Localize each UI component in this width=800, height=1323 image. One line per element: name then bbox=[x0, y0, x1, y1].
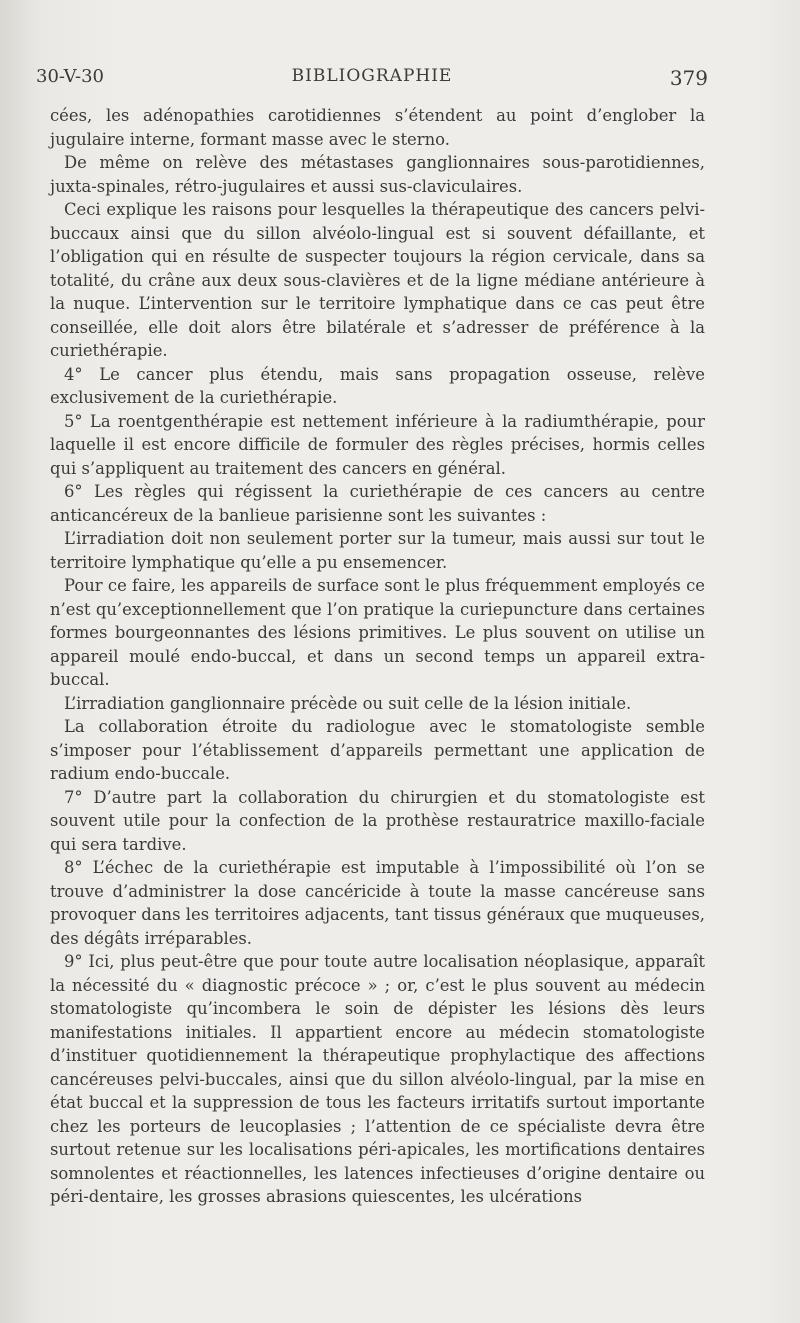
running-header bbox=[36, 66, 708, 92]
body-text bbox=[50, 104, 705, 1209]
page-number: 379 bbox=[669, 66, 708, 90]
header-date: 30-V-30 bbox=[36, 66, 105, 87]
header-title: BIBLIOGRAPHIE bbox=[291, 66, 453, 86]
paragraph: 7° D’autre part la collaboration du chirurgien et du stomatologiste est souvent utile pour la confection de la prothèse restauratrice maxillo-faciale qui sera tardive. bbox=[50, 787, 705, 854]
paragraph: L’irradiation doit non seulement porter sur la tumeur, mais aussi sur tout le territoire lymphatique qu’elle a pu ensemencer. bbox=[50, 529, 705, 572]
paragraph: 4° Le cancer plus étendu, mais sans propagation osseuse, relève exclusivement de la curiethérapie. bbox=[50, 364, 705, 407]
paragraph: 6° Les règles qui régissent la curiethérapie de ces cancers au centre anticancéreux de la banlieue parisienne sont les suivantes : bbox=[50, 482, 705, 525]
paragraph: 5° La roentgenthérapie est nettement inférieure à la radiumthérapie, pour laquelle il est encore difficile de formuler des règles précises, hormis celles qui s’appliquent au traitement des cancers en général. bbox=[50, 411, 705, 478]
paragraph: Ceci explique les raisons pour lesquelles la thérapeutique des cancers pelvi-buccaux ainsi que du sillon alvéolo-lingual est si souvent défaillante, et l’obligation qui en résulte de suspecter toujours la région cervicale, dans sa totalité, du crâne aux deux sous-clavières et de la ligne médiane antérieure à la nuque. L’intervention sur le territoire lymphatique dans ce cas peut être conseillée, elle doit alors être bilatérale et s’adresser de préférence à la curiethérapie. bbox=[50, 200, 705, 360]
paragraph: De même on relève des métastases ganglionnaires sous-parotidiennes, juxta-spinales, rétro-jugulaires et aussi sus-claviculaires. bbox=[50, 153, 705, 196]
paragraph: cées, les adénopathies carotidiennes s’étendent au point d’englober la jugulaire interne, formant masse avec le sterno. bbox=[50, 106, 705, 149]
paragraph: La collaboration étroite du radiologue avec le stomatologiste semble s’imposer pour l’établissement d’appareils permettant une application de radium endo-buccale. bbox=[50, 717, 705, 783]
paragraph: L’irradiation ganglionnaire précède ou suit celle de la lésion initiale. bbox=[64, 693, 632, 713]
paragraph: 9° Ici, plus peut-être que pour toute autre localisation néoplasique, apparaît la nécessité du « diagnostic précoce » ; or, c’est le plus souvent au médecin stomatologiste qu’incombera le soin de dépister les lésions dès leurs manifestations initiales. Il appartient encore au médecin stomatologiste d’instituer quotidiennement la thérapeutique prophylactique des affections cancéreuses pelvi-buccales, ainsi que du sillon alvéolo-lingual, par la mise en état buccal et la suppression de tous les facteurs irritatifs surtout importante chez les porteurs de leucoplasies ; l’attention de ce spécialiste devra être surtout retenue sur les localisations péri-apicales, les mortifications dentaires somnolentes et réactionnelles, les latences infectieuses d’origine dentaire ou péri-dentaire, les grosses abrasions quiescentes, les ulcérations bbox=[50, 952, 705, 1206]
paragraph: Pour ce faire, les appareils de surface sont le plus fréquemment employés ce n’est qu’exceptionnellement que l’on pratique la curiepuncture dans certaines formes bourgeonnantes des lésions primitives. Le plus souvent on utilise un appareil moulé endo-buccal, et dans un second temps un appareil extra-buccal. bbox=[50, 576, 705, 689]
paragraph: 8° L’échec de la curiethérapie est imputable à l’impossibilité où l’on se trouve d’administrer la dose cancéricide à toute la masse cancéreuse sans provoquer dans les territoires adjacents, tant tissus généraux que muqueuses, des dégâts irréparables. bbox=[50, 858, 705, 948]
